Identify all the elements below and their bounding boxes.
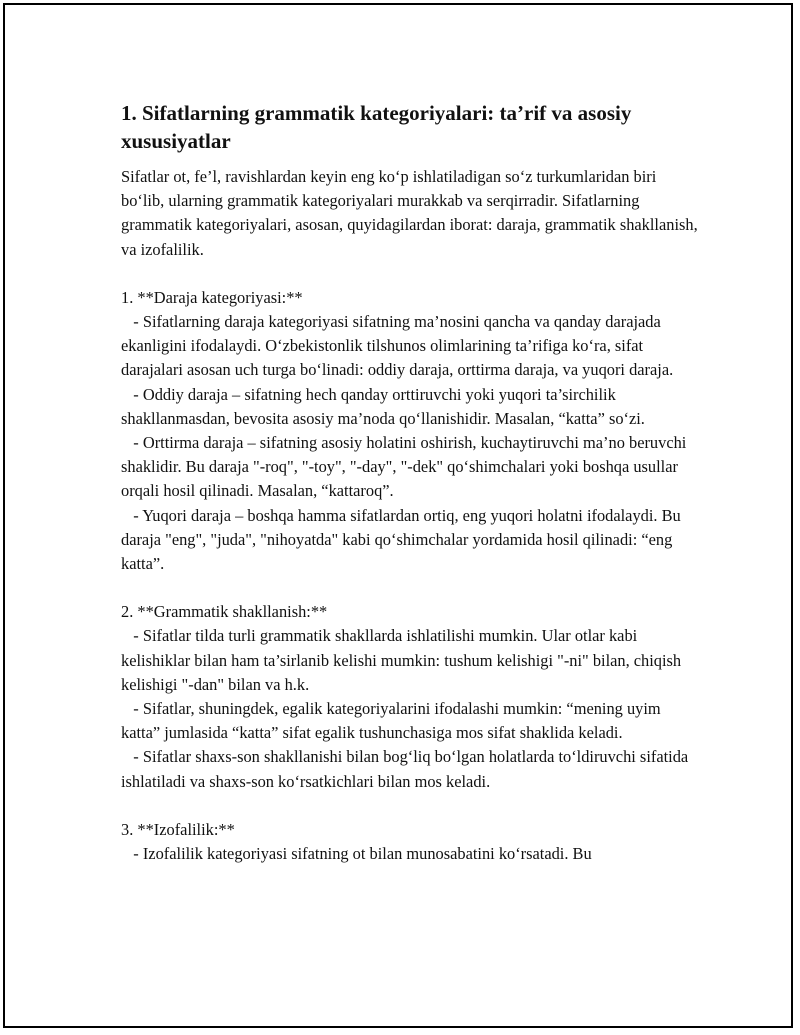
document-body bbox=[121, 165, 701, 866]
section-item: - Orttirma daraja – sifatning asosiy holatini oshirish, kuchaytiruvchi ma’no beruvchi shaklidir. Bu daraja "-roq", "-toy", "-day", "-dek" qo‘shimchalari yoki boshqa usullar orqali hosil qilinadi. Masalan, “kattaroq”. bbox=[121, 433, 691, 501]
section-item: - Sifatlarning daraja kategoriyasi sifatning ma’nosini qancha va qanday darajada ekanligini ifodalaydi. O‘zbekistonlik tilshunos olimlarining ta’rifiga ko‘ra, sifat darajalari asosan uch turga bo‘linadi: oddiy daraja, orttirma daraja, va yuqori daraja. bbox=[121, 312, 674, 380]
section-item: - Oddiy daraja – sifatning hech qanday orttiruvchi yoki yuqori ta’sirchilik shakllanmasdan, bevosita asosiy ma’noda qo‘llanishidir. Masalan, “katta” so‘zi. bbox=[121, 384, 645, 428]
section-heading-izofalilik: 3. **Izofalilik:** bbox=[121, 819, 235, 839]
section-item: - Sifatlar tilda turli grammatik shakllarda ishlatilishi mumkin. Ular otlar kabi kelishiklar bilan ham ta’sirlanib kelishi mumkin: tushum kelishigi "-ni" bilan, chiqish kelishigi "-dan" bilan va h.k. bbox=[121, 626, 686, 694]
section-item: - Yuqori daraja – boshqa hamma sifatlardan ortiq, eng yuqori holatni ifodalaydi. Bu daraja "eng", "juda", "nihoyatda" kabi qo‘shimchalar yordamida hosil qilinadi: “eng katta”. bbox=[121, 505, 685, 574]
paragraph-gap bbox=[121, 262, 701, 286]
intro-paragraph: Sifatlar ot, fe’l, ravishlardan keyin eng ko‘p ishlatiladigan so‘z turkumlaridan biri bo‘lib, ularning grammatik kategoriyalari murakkab va serqirradir. Sifatlarning grammatik kategoriyalari, asosan, quyidagilardan iborat: daraja, grammatik shakllanish, va izofalilik. bbox=[121, 167, 702, 259]
section-item: - Sifatlar shaxs-son shakllanishi bilan bog‘liq bo‘lgan holatlarda to‘ldiruvchi sifatida ishlatiladi va shaxs-son ko‘rsatkichlari bilan mos keladi. bbox=[121, 747, 693, 791]
section-item: - Sifatlar, shuningdek, egalik kategoriyalarini ifodalashi mumkin: “mening uyim katta” jumlasida “katta” sifat egalik tushunchasiga mos sifat shaklida keladi. bbox=[121, 699, 665, 743]
document-page bbox=[3, 3, 793, 1028]
document-content bbox=[121, 99, 701, 866]
paragraph-gap bbox=[121, 794, 701, 818]
section-heading-shakllanish: 2. **Grammatik shakllanish:** bbox=[121, 602, 328, 622]
document-title: 1. Sifatlarning grammatik kategoriyalari: ta’rif va asosiy xususiyatlar bbox=[121, 101, 632, 153]
section-heading-daraja: 1. **Daraja kategoriyasi:** bbox=[121, 287, 303, 307]
paragraph-gap bbox=[121, 576, 701, 600]
section-item: - Izofalilik kategoriyasi sifatning ot bilan munosabatini ko‘rsatadi. Bu bbox=[121, 844, 592, 864]
